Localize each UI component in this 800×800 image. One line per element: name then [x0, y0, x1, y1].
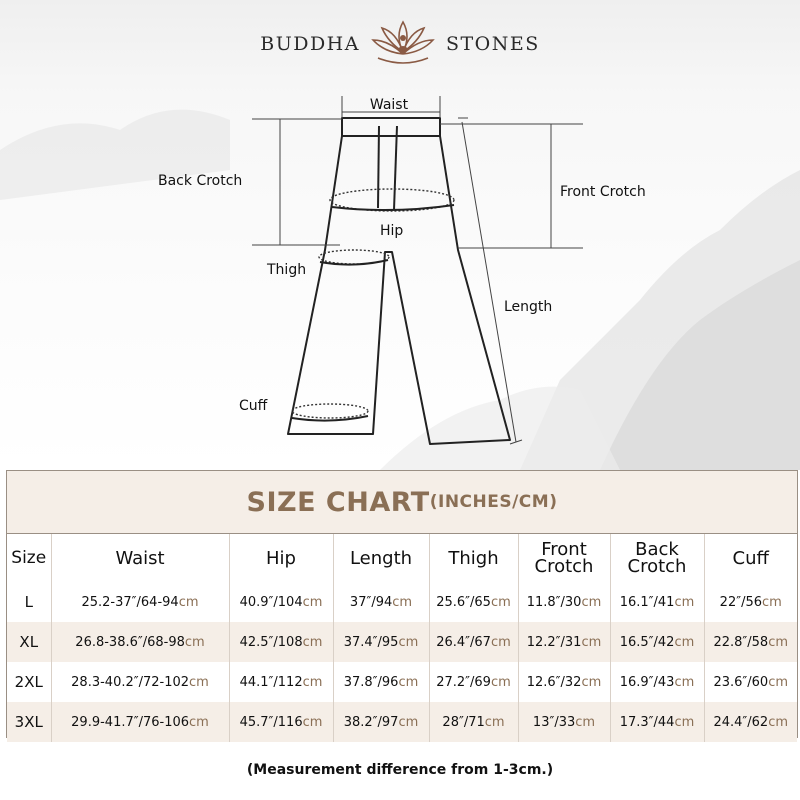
hip-cell: 42.5″/108cm [229, 622, 333, 662]
header-size: Size [7, 534, 51, 583]
back-crotch-cell: 16.9″/43cm [610, 662, 704, 702]
thigh-cell: 27.2″/69cm [429, 662, 518, 702]
header-front-crotch: Front Crotch [518, 534, 610, 583]
waist-cell: 26.8-38.6″/68-98cm [51, 622, 229, 662]
table-row [7, 622, 797, 662]
table-row [7, 662, 797, 702]
size-chart-title-main: SIZE CHART [246, 486, 430, 518]
cuff-cell: 23.6″/60cm [704, 662, 797, 702]
header-cuff: Cuff [704, 534, 797, 583]
header-length: Length [333, 534, 429, 583]
table-row [7, 702, 797, 742]
size-chart-title [7, 471, 797, 533]
table-row [7, 582, 797, 622]
cuff-cell: 24.4″/62cm [704, 702, 797, 742]
label-front-crotch: Front Crotch [560, 184, 646, 200]
front-crotch-cell: 12.2″/31cm [518, 622, 610, 662]
length-cell: 37.8″/96cm [333, 662, 429, 702]
size-cell: 2XL [14, 673, 43, 691]
cuff-cell: 22.8″/58cm [704, 622, 797, 662]
size-chart [6, 470, 798, 738]
brand-name-right: STONES [445, 33, 540, 55]
size-cell: L [24, 593, 33, 611]
thigh-cell: 28″/71cm [429, 702, 518, 742]
back-crotch-cell: 16.5″/42cm [610, 622, 704, 662]
front-crotch-cell: 11.8″/30cm [518, 582, 610, 622]
header-thigh: Thigh [429, 534, 518, 583]
front-crotch-cell: 13″/33cm [518, 702, 610, 742]
size-cell: 3XL [7, 702, 51, 742]
thigh-cell: 26.4″/67cm [429, 622, 518, 662]
measurement-note: (Measurement difference from 1-3cm.) [246, 762, 554, 778]
header-waist: Waist [51, 534, 229, 583]
size-table-header-row [7, 534, 797, 583]
length-cell: 38.2″/97cm [333, 702, 429, 742]
label-hip: Hip [380, 223, 404, 239]
label-length: Length [504, 299, 553, 315]
back-crotch-cell: 16.1″/41cm [610, 582, 704, 622]
label-back-crotch: Back Crotch [158, 173, 243, 189]
hip-cell: 44.1″/112cm [229, 662, 333, 702]
size-chart-title-units: (INCHES/CM) [429, 492, 558, 512]
thigh-cell: 25.6″/65cm [429, 582, 518, 622]
waist-cell: 29.9-41.7″/76-106cm [51, 702, 229, 742]
waist-cell: 28.3-40.2″/72-102cm [51, 662, 229, 702]
back-crotch-cell: 17.3″/44cm [610, 702, 704, 742]
size-cell: XL [7, 622, 51, 662]
waist-cell: 25.2-37″/64-94cm [51, 582, 229, 622]
label-waist: Waist [369, 97, 409, 113]
header-back-crotch: Back Crotch [610, 534, 704, 583]
size-table [7, 533, 797, 742]
hip-cell: 40.9″/104cm [229, 582, 333, 622]
hip-cell: 45.7″/116cm [229, 702, 333, 742]
cuff-cell: 22″/56cm [704, 582, 797, 622]
header-hip: Hip [229, 534, 333, 583]
label-thigh: Thigh [267, 262, 307, 278]
length-cell: 37.4″/95cm [333, 622, 429, 662]
length-cell: 37″/94cm [333, 582, 429, 622]
label-cuff: Cuff [239, 398, 268, 414]
front-crotch-cell: 12.6″/32cm [518, 662, 610, 702]
brand-name-left: BUDDHA [260, 33, 360, 55]
